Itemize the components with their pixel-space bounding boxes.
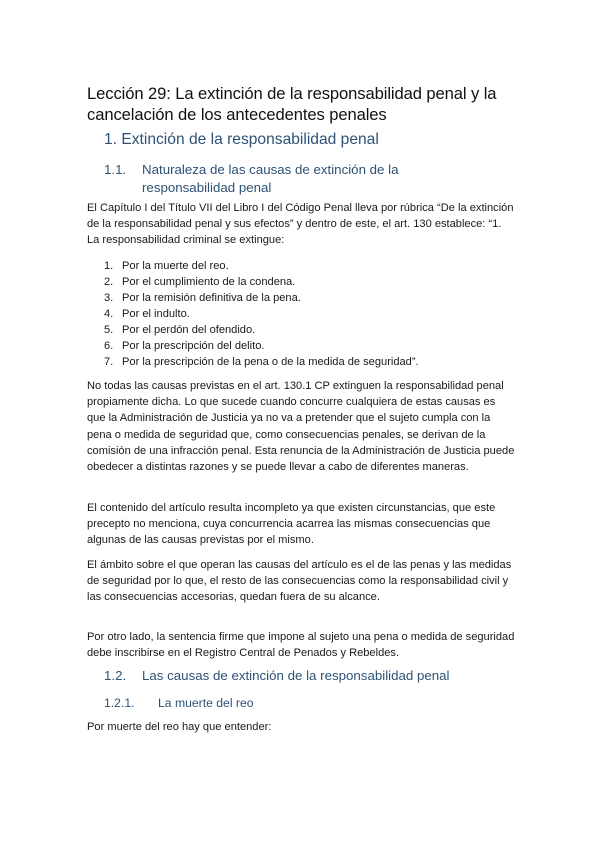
paragraph-registry: Por otro lado, la sentencia firme que impone al sujeto una pena o medida de seguridad debe inscribirse en el Registro Central de Penados y Rebeldes. [87, 631, 515, 660]
list-item-text: Por el indulto. [122, 308, 190, 320]
subsection-heading-1-2-1: La muerte del reo [158, 696, 254, 710]
list-item-number: 2. [104, 276, 114, 288]
list-item [87, 306, 517, 322]
list-item [87, 354, 517, 370]
subsection-number-1-1: 1.1. [104, 162, 127, 177]
paragraph-death: Por muerte del reo hay que entender: [87, 721, 272, 733]
list-item-text: Por el cumplimiento de la condena. [122, 276, 296, 288]
paragraph-scope: El ámbito sobre el que operan las causas del artículo es el de las penas y las medidas de seguridad por lo que, el resto de las consecuencias como la responsabilidad civil y las consecuencias accesorias, quedan fuera de su alcance. [87, 559, 512, 604]
list-item-number: 5. [104, 324, 114, 336]
section-heading-1: 1. Extinción de la responsabilidad penal [104, 131, 379, 148]
list-item-number: 7. [104, 356, 114, 368]
list-item [87, 290, 517, 306]
list-item-text: Por la prescripción de la pena o de la medida de seguridad”. [122, 356, 419, 368]
extinction-causes-list [87, 258, 517, 370]
subsection-heading-1-1: Naturaleza de las causas de extinción de la responsabilidad penal [142, 162, 399, 195]
list-item-text: Por el perdón del ofendido. [122, 324, 256, 336]
list-item-number: 1. [104, 260, 114, 272]
subsection-number-1-2: 1.2. [104, 668, 127, 683]
list-item-text: Por la prescripción del delito. [122, 340, 265, 352]
list-item [87, 322, 517, 338]
list-item-number: 4. [104, 308, 114, 320]
paragraph-incomplete: El contenido del artículo resulta incompleto ya que existen circunstancias, que este precepto no menciona, cuya concurrencia acarrea las mismas consecuencias que algunas de las causas previstas por el mismo. [87, 502, 496, 547]
subsection-heading-1-2: Las causas de extinción de la responsabilidad penal [142, 668, 450, 683]
list-item [87, 258, 517, 274]
paragraph-intro: El Capítulo I del Título VII del Libro I del Código Penal lleva por rúbrica “De la extinción de la responsabilidad penal y sus efectos” y dentro de este, el art. 130 establece: “1. La responsabilidad criminal se extingue: [87, 202, 514, 247]
list-item-text: Por la remisión definitiva de la pena. [122, 292, 301, 304]
list-item-number: 3. [104, 292, 114, 304]
list-item [87, 338, 517, 354]
paragraph-causes: No todas las causas previstas en el art. 130.1 CP extinguen la responsabilidad penal propiamente dicha. Lo que sucede cuando concurre cualquiera de estas causas es que la Administración de Justicia ya no va a pretender que el sujeto cumpla con la pena o medida de seguridad que, como consecuencias penales, se derivan de la comisión de una infracción penal. Esta renuncia de la Administración de Justicia puede obedecer a distintas razones y se puede llevar a cabo de diferentes maneras. [87, 380, 515, 474]
list-item-number: 6. [104, 340, 114, 352]
subsection-number-1-2-1: 1.2.1. [104, 696, 135, 710]
lesson-title: Lección 29: La extinción de la responsabilidad penal y la cancelación de los antecedentes penales [87, 84, 497, 125]
list-item [87, 274, 517, 290]
list-item-text: Por la muerte del reo. [122, 260, 229, 272]
